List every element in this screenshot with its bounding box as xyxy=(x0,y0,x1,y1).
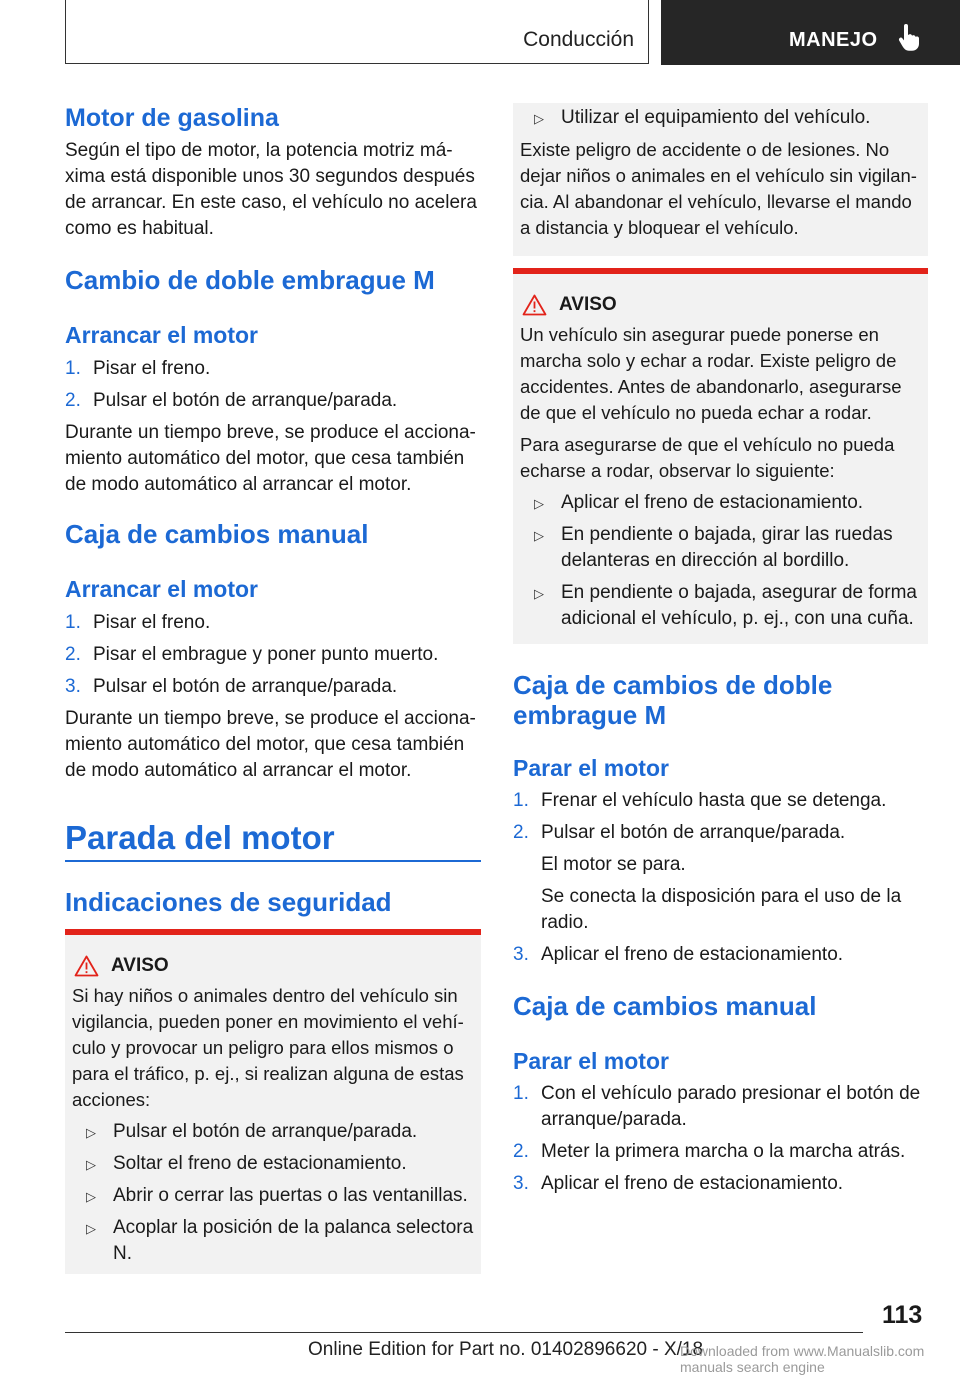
triangle-bullet-icon: ▷ xyxy=(86,1125,96,1140)
step-text: Pisar el freno. xyxy=(93,358,211,379)
step-text: Frenar el vehículo hasta que se detenga. xyxy=(541,790,887,811)
step-item xyxy=(65,642,481,668)
step-note-text: El motor se para. xyxy=(541,854,686,875)
chapter-label: MANEJO xyxy=(789,29,878,51)
seguridad-heading: Indicaciones de seguridad xyxy=(65,887,392,917)
triangle-bullet-icon: ▷ xyxy=(86,1221,96,1236)
footer-rule xyxy=(65,1332,863,1333)
manual-heading: Caja de cambios manual xyxy=(65,519,369,549)
arrancar-motor-subheading: Arrancar el motor xyxy=(65,576,259,602)
step-text: Aplicar el freno de estacionamiento. xyxy=(541,1173,844,1194)
warning-text: Un vehículo sin asegurar puede ponerse en marcha solo y echar a rodar. Existe peligro de accidentes. Antes de abandonarlo, asegurarse de que el vehículo no pueda echar a rodar. xyxy=(520,324,902,423)
step-number: 3. xyxy=(513,1173,529,1194)
step-item xyxy=(513,1171,928,1197)
manual-parar-heading: Caja de cambios manual xyxy=(513,991,817,1021)
triangle-bullet-icon: ▷ xyxy=(534,586,544,601)
parar-motor-subheading: Parar el motor xyxy=(513,1048,669,1074)
heading-rule xyxy=(65,860,481,862)
bullet-item xyxy=(520,490,921,516)
bullet-text: Acoplar la posición de la palanca selectora N. xyxy=(113,1217,474,1264)
doble-embrague-parar-heading: Caja de cambios de doble embrague M xyxy=(513,670,833,730)
bullet-item xyxy=(72,1215,474,1267)
gasolina-heading: Motor de gasolina xyxy=(65,104,279,132)
bullet-item xyxy=(72,1183,474,1209)
bullet-item xyxy=(520,105,921,131)
step-number: 1. xyxy=(65,612,81,633)
step-text: Pulsar el botón de arranque/parada. xyxy=(93,676,398,697)
warning-text: Existe peligro de accidente o de lesiones. No dejar niños o animales en el vehículo sin vigilancia. Al abandonar el vehículo, llevarse el mando a distancia y bloquear el vehículo. xyxy=(520,139,917,238)
step-number: 2. xyxy=(65,390,81,411)
warning-text: Si hay niños o animales dentro del vehículo sin vigilancia, pueden poner en movimiento el vehículo y provocar un peligro para ellos mismos o para el tráfico, p. ej., si realizan alguna de estas acciones: xyxy=(72,985,464,1110)
manual-text: Durante un tiempo breve, se produce el accionamiento automático del motor, que cesa también de modo automático al arrancar el motor. xyxy=(65,708,476,781)
step-text: Pisar el embrague y poner punto muerto. xyxy=(93,644,439,665)
bullet-text: Utilizar el equipamiento del vehículo. xyxy=(561,107,871,128)
step-item xyxy=(65,610,481,636)
triangle-bullet-icon: ▷ xyxy=(86,1189,96,1204)
page-number: 113 xyxy=(882,1301,923,1329)
bullet-item xyxy=(72,1119,474,1145)
doble-embrague-heading: Cambio de doble embrague M xyxy=(65,265,435,295)
bullet-text: Soltar el freno de estacionamiento. xyxy=(113,1153,407,1174)
warning-triangle-icon xyxy=(522,294,547,316)
step-note xyxy=(513,884,928,936)
step-item xyxy=(513,788,928,814)
step-item xyxy=(513,1081,928,1133)
bullet-text: Abrir o cerrar las puertas o las ventanillas. xyxy=(113,1185,468,1206)
step-note-text: Se conecta la disposición para el uso de la radio. xyxy=(541,886,902,933)
warning-panel xyxy=(65,929,481,1274)
triangle-bullet-icon: ▷ xyxy=(534,111,544,126)
step-text: Aplicar el freno de estacionamiento. xyxy=(541,944,844,965)
section-title: Conducción xyxy=(523,28,634,51)
bullet-item xyxy=(72,1151,474,1177)
bullet-text: En pendiente o bajada, asegurar de forma adicional el vehículo, p. ej., con una cuña. xyxy=(561,582,917,629)
arrancar-motor-subheading: Arrancar el motor xyxy=(65,322,259,348)
step-number: 1. xyxy=(513,790,529,811)
bullet-item xyxy=(520,522,921,574)
warning-panel-continued xyxy=(513,103,928,256)
triangle-bullet-icon: ▷ xyxy=(534,496,544,511)
step-number: 1. xyxy=(65,358,81,379)
step-number: 3. xyxy=(65,676,81,697)
header-section-box xyxy=(65,0,649,64)
step-text: Pulsar el botón de arranque/parada. xyxy=(541,822,846,843)
chapter-tab xyxy=(661,0,960,65)
step-item xyxy=(513,942,928,968)
edition-text: Online Edition for Part no. 01402896620 - X/18 xyxy=(308,1339,704,1360)
step-text: Pisar el freno. xyxy=(93,612,211,633)
warning-label: AVISO xyxy=(559,294,617,315)
step-text: Con el vehículo parado presionar el botón de arranque/parada. xyxy=(541,1083,921,1130)
warning-panel xyxy=(513,268,928,644)
warning-text: Para asegurarse de que el vehículo no pueda echarse a rodar, observar lo siguiente: xyxy=(520,434,895,481)
bullet-text: Aplicar el freno de estacionamiento. xyxy=(561,492,864,513)
watermark: Downloaded from www.Manualslib.com manuals search engine xyxy=(680,1343,925,1375)
step-text: Pulsar el botón de arranque/parada. xyxy=(93,390,398,411)
step-text: Meter la primera marcha o la marcha atrás. xyxy=(541,1141,906,1162)
step-number: 2. xyxy=(513,822,529,843)
bullet-text: Pulsar el botón de arranque/parada. xyxy=(113,1121,418,1142)
hand-pointer-icon xyxy=(897,24,921,52)
bullet-text: En pendiente o bajada, girar las ruedas delanteras en dirección al bordillo. xyxy=(561,524,893,571)
step-item xyxy=(65,674,481,700)
warning-label: AVISO xyxy=(111,955,169,976)
step-number: 2. xyxy=(65,644,81,665)
step-item xyxy=(65,388,481,414)
doble-embrague-text: Durante un tiempo breve, se produce el accionamiento automático del motor, que cesa también de modo automático al arrancar el motor. xyxy=(65,422,476,495)
bullet-item xyxy=(520,580,921,632)
step-note xyxy=(513,852,928,878)
step-number: 3. xyxy=(513,944,529,965)
triangle-bullet-icon: ▷ xyxy=(534,528,544,543)
triangle-bullet-icon: ▷ xyxy=(86,1157,96,1172)
step-item xyxy=(65,356,481,382)
warning-triangle-icon xyxy=(74,955,99,977)
step-number: 1. xyxy=(513,1083,529,1104)
step-item xyxy=(513,820,928,846)
gasolina-text: Según el tipo de motor, la potencia motriz máxima está disponible unos 30 segundos después de arrancar. En este caso, el vehículo no acelera como es habitual. xyxy=(65,140,477,239)
parar-motor-subheading: Parar el motor xyxy=(513,755,669,781)
parada-motor-heading: Parada del motor xyxy=(65,819,335,856)
step-item xyxy=(513,1139,928,1165)
step-number: 2. xyxy=(513,1141,529,1162)
